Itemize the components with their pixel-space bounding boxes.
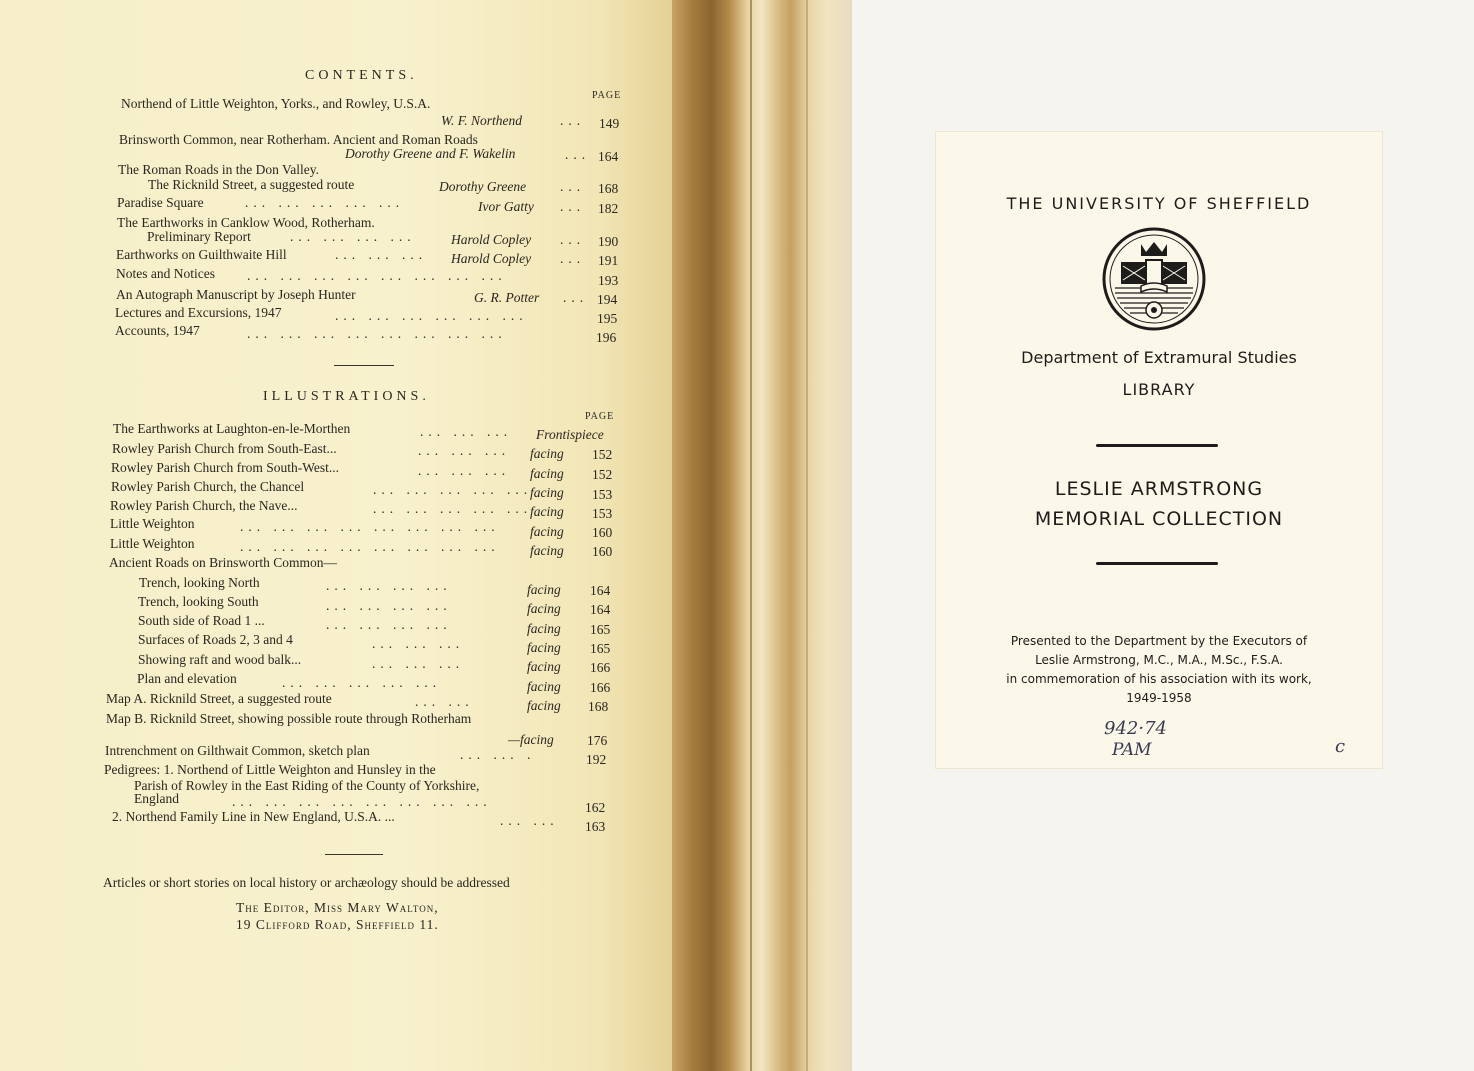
leader-dots: ... ... . [460, 747, 536, 762]
illustration-page: 160 [592, 544, 613, 559]
bookplate-divider [1096, 562, 1218, 565]
leader-dots: ... ... [415, 694, 474, 709]
illustration-page: 168 [588, 699, 609, 714]
bookplate-presented-line: 1949-1958 [1126, 691, 1192, 705]
contents-entry-author: Dorothy Greene [439, 179, 527, 194]
pedigrees-line: Pedigrees: 1. Northend of Little Weighton and Hunsley in the [104, 762, 436, 777]
book-gutter [672, 0, 852, 1071]
illustration-title: Rowley Parish Church, the Nave... [110, 498, 298, 513]
illustration-facing: facing [530, 504, 564, 519]
leader-dots: ... ... ... ... ... ... ... ... [240, 519, 500, 534]
illustration-title: Rowley Parish Church from South-West... [111, 460, 340, 475]
contents-page-label: PAGE [592, 90, 622, 101]
leader-dots: ... [560, 113, 586, 128]
contents-entry-title: Lectures and Excursions, 1947 [115, 305, 282, 320]
contents-entry-page: 149 [599, 116, 620, 131]
illustration-page: 152 [592, 447, 613, 462]
bookplate-library: LIBRARY [1122, 380, 1196, 399]
contents-entry-subtitle: Preliminary Report [147, 229, 251, 244]
illustration-page: 152 [592, 467, 613, 482]
section-divider [325, 854, 383, 855]
leader-dots: ... [560, 232, 586, 247]
contents-entry-author: W. F. Northend [441, 113, 523, 128]
leader-dots: ... [563, 290, 589, 305]
leader-dots: ... [560, 179, 586, 194]
illustration-title: Plan and elevation [137, 671, 237, 686]
pedigrees-line: England [134, 791, 179, 806]
contents-entry-title: Paradise Square [117, 195, 204, 210]
university-crest-icon [1101, 226, 1207, 332]
leader-dots: ... ... ... ... [326, 598, 452, 613]
illustration-frontispiece-title: The Earthworks at Laughton-en-le-Morthen [113, 421, 351, 436]
leader-dots: ... [560, 199, 586, 214]
contents-entry-page: 196 [596, 330, 617, 345]
bookplate-presented-line: in commemoration of his association with its work, [1006, 672, 1312, 686]
illustration-page: 153 [592, 487, 613, 502]
contents-entry-author: Dorothy Greene and F. Wakelin [345, 146, 516, 161]
contents-entry-title: The Earthworks in Canklow Wood, Rotherham. [117, 215, 375, 230]
shelfmark-handwritten: 942·74 [1104, 718, 1167, 739]
illustration-facing: facing [527, 659, 561, 674]
illustration-title: Little Weighton [110, 536, 195, 551]
leader-dots: ... ... ... ... [290, 229, 416, 244]
bookplate-divider [1096, 444, 1218, 447]
illustration-intrenchment: Intrenchment on Gilthwait Common, sketch plan [105, 743, 370, 758]
contents-entry-subtitle: The Ricknild Street, a suggested route [148, 177, 355, 192]
contents-entry-title: An Autograph Manuscript by Joseph Hunter [116, 287, 356, 302]
contents-entry-page: 164 [598, 149, 619, 164]
illustrations-page-label: PAGE [585, 411, 615, 422]
illustration-facing: facing [527, 582, 561, 597]
bookplate-collection-line2: MEMORIAL COLLECTION [1034, 508, 1284, 530]
leader-dots: ... ... ... [418, 463, 511, 478]
footer-line: Articles or short stories on local history or archæology should be addressed [103, 875, 510, 890]
leader-dots: ... [560, 251, 586, 266]
contents-heading: CONTENTS. [305, 68, 418, 83]
illustration-page: 166 [590, 660, 611, 675]
illustration-page: 165 [590, 641, 611, 656]
pedigrees-line: Parish of Rowley in the East Riding of the County of Yorkshire, [134, 778, 480, 793]
illustration-page: 165 [590, 622, 611, 637]
leader-dots: ... ... ... ... [326, 578, 452, 593]
section-divider [334, 365, 394, 366]
leader-dots: ... ... ... ... ... ... ... ... [247, 326, 507, 341]
illustration-facing: facing [530, 485, 564, 500]
illustration-facing: facing [527, 640, 561, 655]
gutter-crease [806, 0, 808, 1071]
leader-dots: ... ... ... ... [326, 617, 452, 632]
illustrations-heading: ILLUSTRATIONS. [263, 389, 430, 404]
illustration-title: Rowley Parish Church, the Chancel [111, 479, 305, 494]
contents-entry-page: 190 [598, 234, 619, 249]
illustration-facing: —facing [508, 732, 554, 747]
left-page [0, 0, 680, 1071]
illustration-page: 160 [592, 525, 613, 540]
illustration-page: 164 [590, 602, 611, 617]
illustration-facing: facing [527, 621, 561, 636]
illustration-facing: facing [530, 543, 564, 558]
contents-entry-page: 191 [598, 253, 619, 268]
margin-mark: c [1335, 736, 1346, 757]
contents-entry-author: Harold Copley [451, 251, 532, 266]
bookplate-department: Department of Extramural Studies [1021, 348, 1297, 367]
illustration-facing: facing [530, 446, 564, 461]
illustration-facing: facing [527, 679, 561, 694]
illustration-page: 176 [587, 733, 608, 748]
contents-entry-title: The Roman Roads in the Don Valley. [118, 162, 319, 177]
contents-entry-title: Notes and Notices [116, 266, 215, 281]
leader-dots: ... ... ... [335, 247, 428, 262]
leader-dots: ... ... ... [372, 656, 465, 671]
illustration-map-a: Map A. Ricknild Street, a suggested route [106, 691, 332, 706]
leader-dots: ... ... ... ... ... [245, 195, 405, 210]
leader-dots: ... ... ... [420, 424, 513, 439]
leader-dots: ... ... ... [372, 636, 465, 651]
shelfmark-handwritten: PAM [1112, 740, 1152, 760]
illustration-page: 163 [585, 819, 606, 834]
illustration-title: Trench, looking North [139, 575, 260, 590]
illustration-page: 192 [586, 752, 607, 767]
illustration-facing: facing [530, 524, 564, 539]
illustration-title: Surfaces of Roads 2, 3 and 4 [138, 632, 293, 647]
illustration-group-title: Ancient Roads on Brinsworth Common— [109, 555, 337, 570]
illustration-facing: facing [527, 601, 561, 616]
bookplate-collection-line1: LESLIE ARMSTRONG [1054, 478, 1264, 500]
illustration-map-b: Map B. Ricknild Street, showing possible route through Rotherham [106, 711, 472, 726]
bookplate-presented-line: Presented to the Department by the Executors of [1010, 634, 1308, 648]
leader-dots: ... ... ... ... ... [282, 675, 442, 690]
illustration-frontispiece-label: Frontispiece [536, 427, 604, 442]
contents-entry-page: 194 [597, 292, 618, 307]
leader-dots: ... ... ... ... ... ... ... ... [240, 539, 500, 554]
illustration-title: Rowley Parish Church from South-East... [112, 441, 337, 456]
leader-dots: ... ... [500, 813, 559, 828]
leader-dots: ... ... ... ... ... [373, 501, 533, 516]
contents-entry-page: 193 [598, 273, 619, 288]
leader-dots: ... ... ... [418, 443, 511, 458]
gutter-crease [750, 0, 752, 1071]
contents-entry-title: Earthworks on Guilthwaite Hill [116, 247, 287, 262]
illustration-title: Trench, looking South [138, 594, 259, 609]
illustration-page: 153 [592, 506, 613, 521]
illustration-page: 164 [590, 583, 611, 598]
bookplate-presented-line: Leslie Armstrong, M.C., M.A., M.Sc., F.S.A. [1035, 653, 1283, 667]
pedigrees-line: 2. Northend Family Line in New England, U.S.A. ... [112, 809, 395, 824]
illustration-facing: facing [527, 698, 561, 713]
leader-dots: ... ... ... ... ... ... [335, 308, 528, 323]
contents-entry-title: Northend of Little Weighton, Yorks., and Rowley, U.S.A. [121, 96, 431, 111]
contents-entry-page: 182 [598, 201, 619, 216]
leader-dots: ... ... ... ... ... [373, 482, 533, 497]
illustration-title: South side of Road 1 ... [138, 613, 265, 628]
contents-entry-title: Brinsworth Common, near Rotherham. Ancient and Roman Roads [119, 132, 478, 147]
bookplate [936, 132, 1382, 768]
contents-entry-page: 168 [598, 181, 619, 196]
illustration-title: Showing raft and wood balk... [138, 652, 302, 667]
contents-entry-author: Harold Copley [451, 232, 532, 247]
illustration-page: 162 [585, 800, 606, 815]
illustration-facing: facing [530, 466, 564, 481]
contents-entry-page: 195 [597, 311, 618, 326]
leader-dots: ... ... ... ... ... ... ... ... [247, 268, 507, 283]
footer-address: 19 Clifford Road, Sheffield 11. [236, 917, 439, 932]
illustration-page: 166 [590, 680, 611, 695]
leader-dots: ... ... ... ... ... ... ... ... [232, 794, 492, 809]
illustration-title: Little Weighton [110, 516, 195, 531]
contents-entry-title: Accounts, 1947 [115, 323, 200, 338]
bookplate-university: THE UNIVERSITY OF SHEFFIELD [1006, 194, 1312, 213]
contents-entry-author: G. R. Potter [474, 290, 540, 305]
contents-entry-author: Ivor Gatty [478, 199, 534, 214]
footer-editor: The Editor, Miss Mary Walton, [236, 900, 439, 915]
leader-dots: ... [565, 147, 591, 162]
